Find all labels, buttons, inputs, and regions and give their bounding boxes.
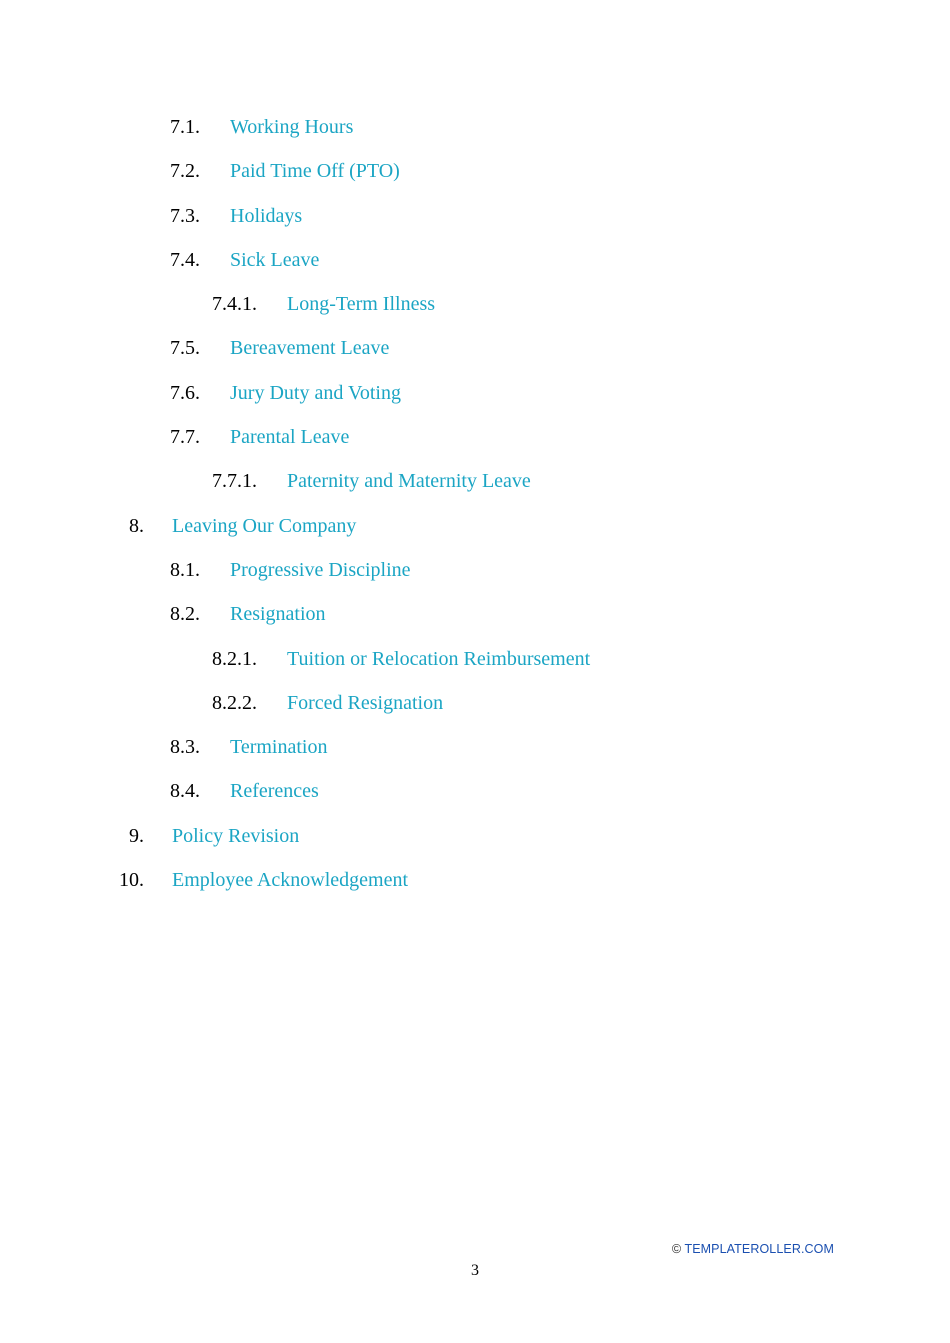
toc-entry-link[interactable]: Progressive Discipline [230,558,411,581]
toc-entry-link[interactable]: Paid Time Off (PTO) [230,160,400,183]
toc-entry[interactable] [0,287,950,331]
toc-entry-link[interactable]: Bereavement Leave [230,337,390,360]
toc-entry-link[interactable]: Termination [230,736,328,759]
toc-entry-link[interactable]: Resignation [230,603,326,626]
copyright-link[interactable]: TEMPLATEROLLER.COM [684,1242,834,1256]
toc-entry-number: 7.2. [170,160,200,183]
toc-entry-link[interactable]: References [230,780,319,803]
toc-entry-link[interactable]: Working Hours [230,116,354,138]
toc-entry[interactable] [0,819,950,863]
toc-entry-number: 8. [129,514,144,537]
toc-entry[interactable] [0,464,950,508]
copyright-notice[interactable] [672,1242,834,1256]
toc-entry-number: 8.4. [170,780,200,803]
toc-entry[interactable] [0,199,950,243]
toc-entry-number: 9. [129,824,144,847]
toc-entry[interactable] [0,154,950,198]
toc-entry-link[interactable]: Forced Resignation [287,691,444,714]
toc-entry[interactable] [0,730,950,774]
toc-entry-number: 7.3. [170,204,200,227]
toc-entry-link[interactable]: Long-Term Illness [287,293,436,316]
toc-entry-number: 7.6. [170,381,200,404]
toc-entry-link[interactable]: Employee Acknowledgement [172,869,409,892]
toc-entry[interactable] [0,642,950,686]
toc-entry-number: 7.7. [170,426,200,449]
toc-entry[interactable] [0,110,950,154]
toc-entry[interactable] [0,686,950,730]
toc-entry-number: 8.3. [170,736,200,759]
page-number: 3 [471,1262,479,1279]
copyright-symbol: © [671,1242,682,1256]
table-of-contents [0,110,950,907]
toc-entry-number: 8.2. [170,603,200,626]
toc-entry-number: 10. [119,869,144,892]
toc-entry[interactable] [0,376,950,420]
toc-entry[interactable] [0,331,950,375]
toc-entry-number: 8.1. [170,558,200,581]
toc-entry-number: 7.4.1. [212,293,257,316]
toc-entry-number: 7.4. [170,248,200,271]
toc-entry-link[interactable]: Paternity and Maternity Leave [287,470,531,493]
toc-entry[interactable] [0,509,950,553]
toc-entry-link[interactable]: Parental Leave [230,426,350,449]
toc-entry[interactable] [0,774,950,818]
toc-entry-link[interactable]: Holidays [230,204,303,227]
toc-entry-link[interactable]: Jury Duty and Voting [230,381,401,404]
toc-entry-number: 7.1. [170,116,200,138]
toc-entry-number: 7.7.1. [212,470,257,493]
toc-entry[interactable] [0,863,950,907]
toc-entry-number: 8.2.2. [212,691,257,714]
toc-entry-link[interactable]: Sick Leave [230,248,320,271]
toc-entry-link[interactable]: Leaving Our Company [172,514,357,537]
toc-entry[interactable] [0,420,950,464]
toc-entry[interactable] [0,597,950,641]
toc-entry[interactable] [0,243,950,287]
toc-entry-number: 7.5. [170,337,200,360]
toc-entry-number: 8.2.1. [212,647,257,670]
toc-entry-link[interactable]: Tuition or Relocation Reimbursement [287,647,591,670]
toc-entry-link[interactable]: Policy Revision [172,824,300,847]
toc-entry[interactable] [0,553,950,597]
